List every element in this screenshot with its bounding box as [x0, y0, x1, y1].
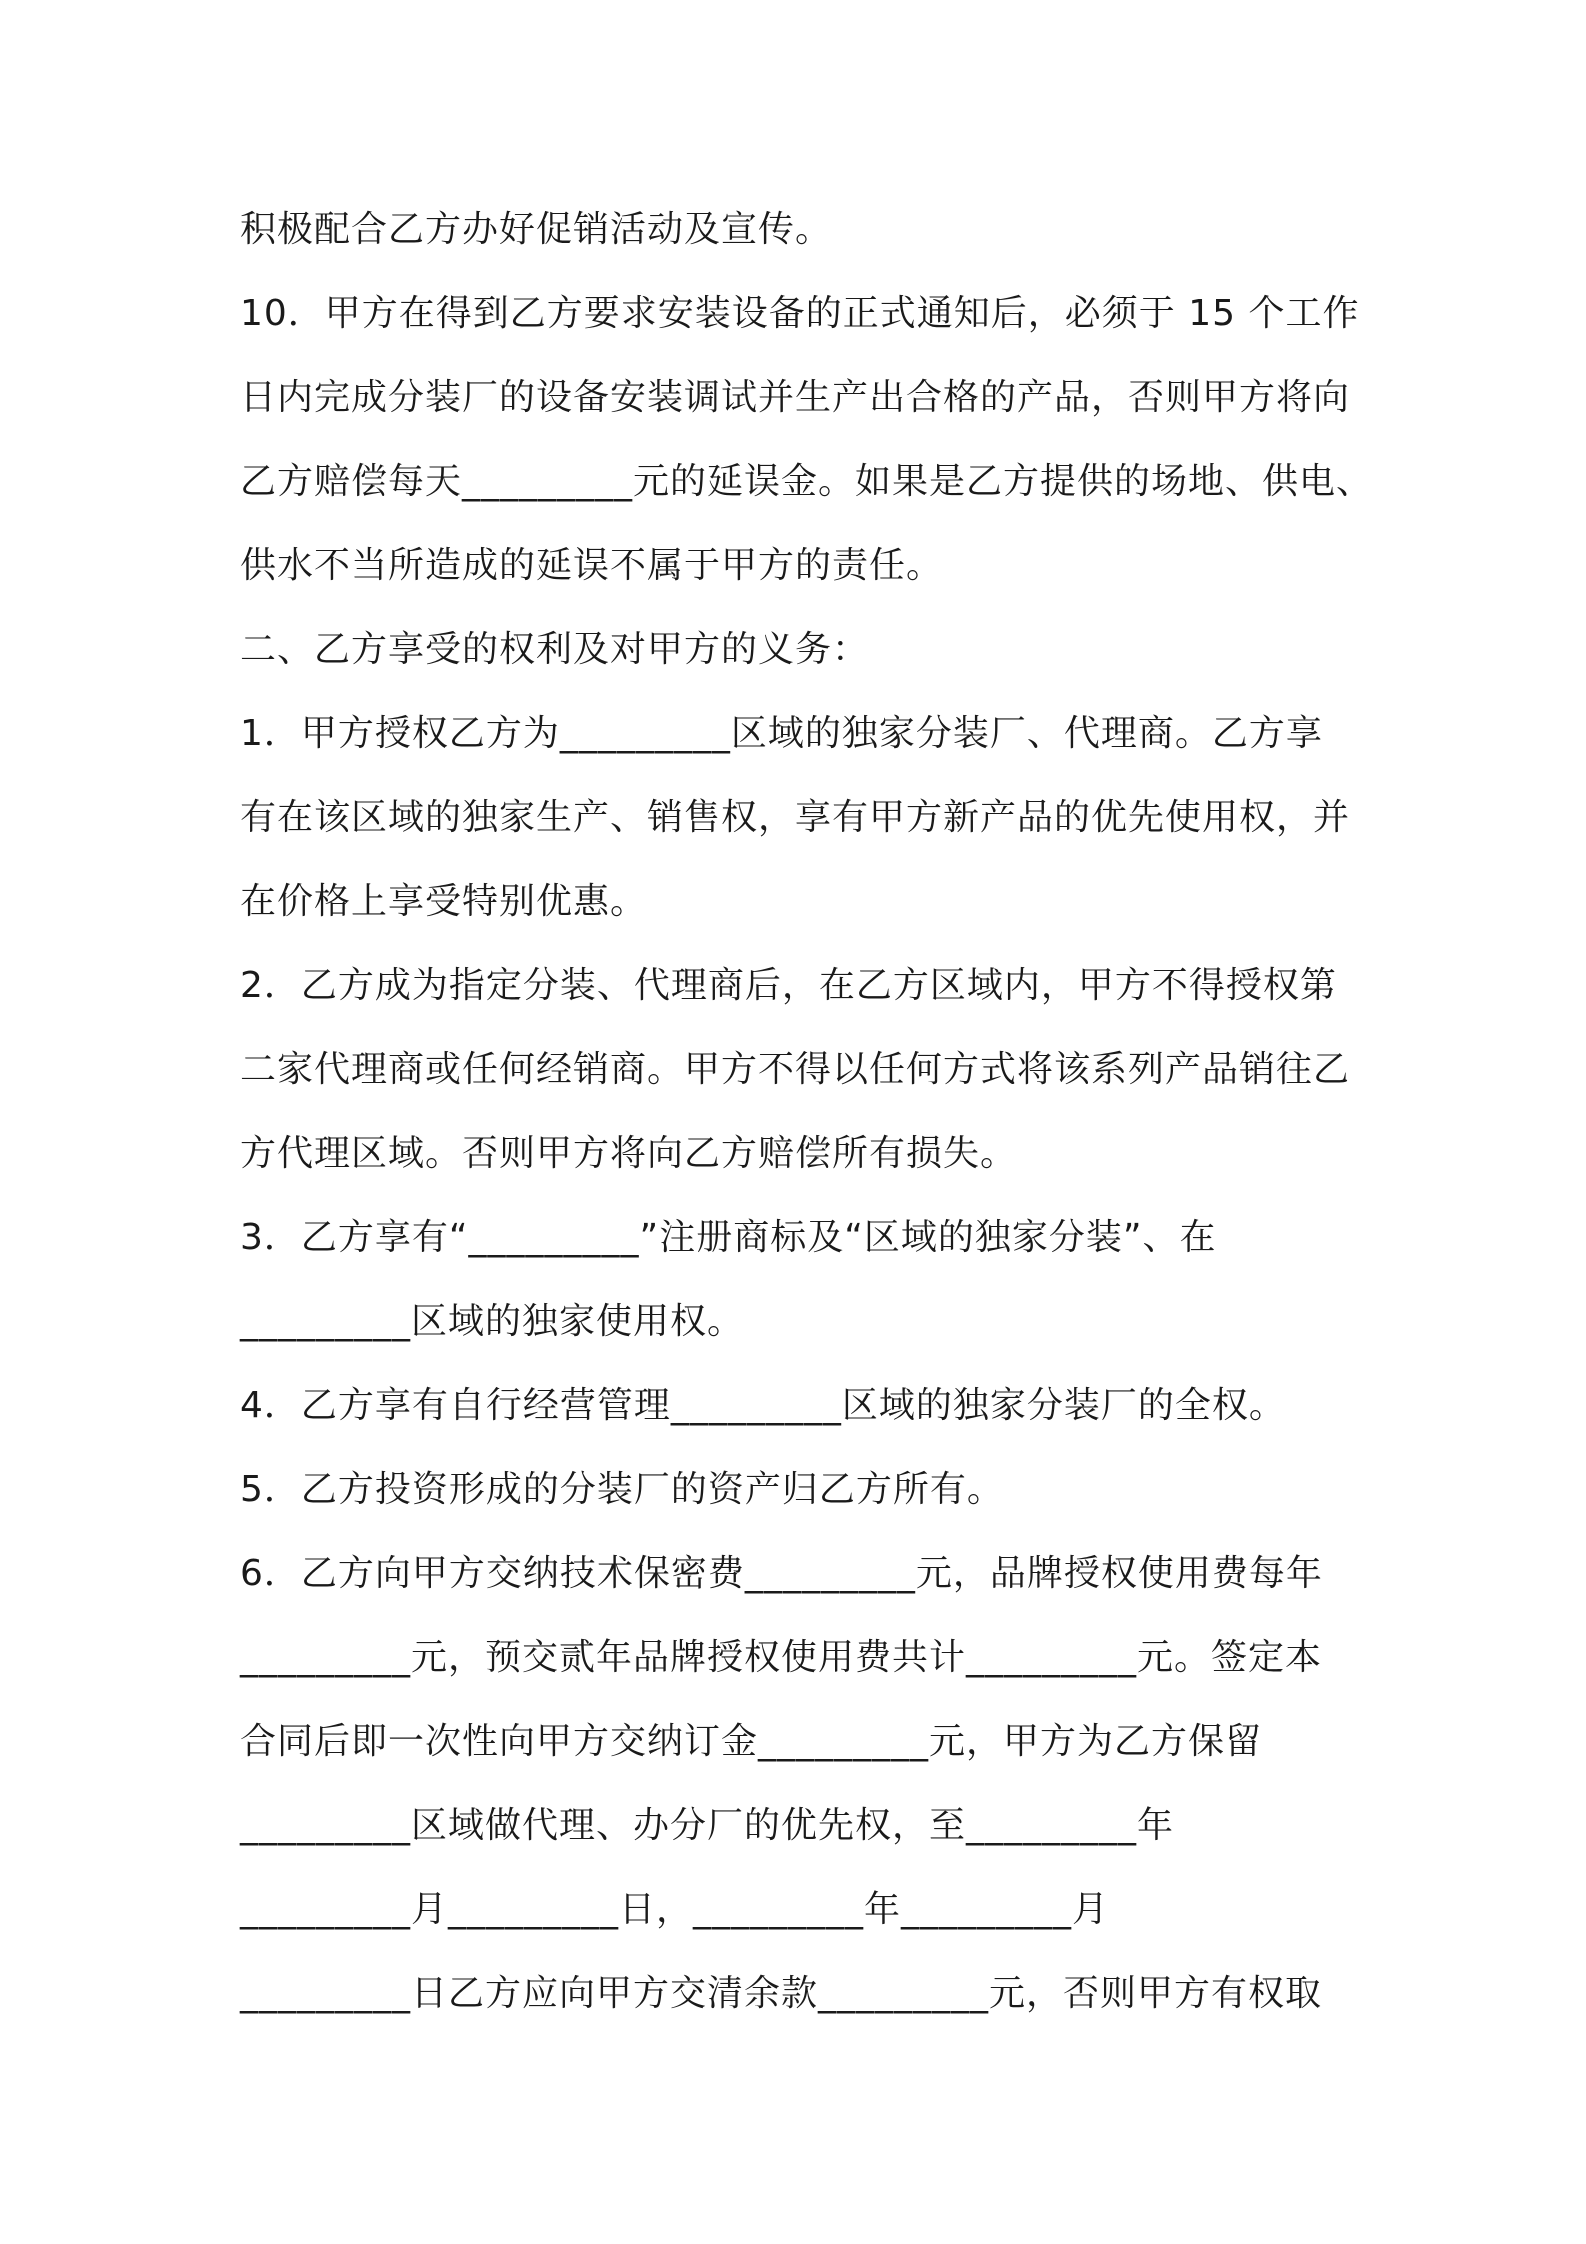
- text-line: 在价格上享受特别优惠。: [240, 881, 648, 922]
- text-line: _________元，预交贰年品牌授权使用费共计_________元。签定本: [240, 1637, 1323, 1678]
- text-line: 3．乙方享有“_________”注册商标及“区域的独家分装”、在: [240, 1217, 1217, 1258]
- section-heading: 二、乙方享受的权利及对甲方的义务：: [240, 629, 870, 670]
- text-line: 4．乙方享有自行经营管理_________区域的独家分装厂的全权。: [240, 1385, 1286, 1426]
- text-line: 二家代理商或任何经销商。甲方不得以任何方式将该系列产品销往乙: [240, 1049, 1351, 1090]
- text-line: _________区域做代理、办分厂的优先权，至_________年: [240, 1805, 1175, 1846]
- text-line: 有在该区域的独家生产、销售权，享有甲方新产品的优先使用权，并: [240, 797, 1351, 838]
- text-line: _________区域的独家使用权。: [240, 1301, 745, 1342]
- text-line: 日内完成分装厂的设备安装调试并生产出合格的产品，否则甲方将向: [240, 377, 1351, 418]
- text-line: _________日乙方应向甲方交清余款_________元，否则甲方有权取: [240, 1973, 1323, 2014]
- text-line: 合同后即一次性向甲方交纳订金_________元，甲方为乙方保留: [240, 1721, 1263, 1762]
- text-line: 乙方赔偿每天_________元的延误金。如果是乙方提供的场地、供电、: [240, 461, 1374, 502]
- text-line: 5．乙方投资形成的分装厂的资产归乙方所有。: [240, 1469, 1004, 1510]
- text-line: 积极配合乙方办好促销活动及宣传。: [240, 209, 833, 250]
- text-line: 10．甲方在得到乙方要求安装设备的正式通知后，必须于 15 个工作: [240, 293, 1360, 334]
- text-line: _________月_________日，_________年_________月: [240, 1889, 1109, 1930]
- text-line: 6．乙方向甲方交纳技术保密费_________元，品牌授权使用费每年: [240, 1553, 1323, 1594]
- text-line: 2．乙方成为指定分装、代理商后，在乙方区域内，甲方不得授权第: [240, 965, 1337, 1006]
- text-line: 1．甲方授权乙方为_________区域的独家分装厂、代理商。乙方享: [240, 713, 1323, 754]
- text-line: 供水不当所造成的延误不属于甲方的责任。: [240, 545, 944, 586]
- text-line: 方代理区域。否则甲方将向乙方赔偿所有损失。: [240, 1133, 1018, 1174]
